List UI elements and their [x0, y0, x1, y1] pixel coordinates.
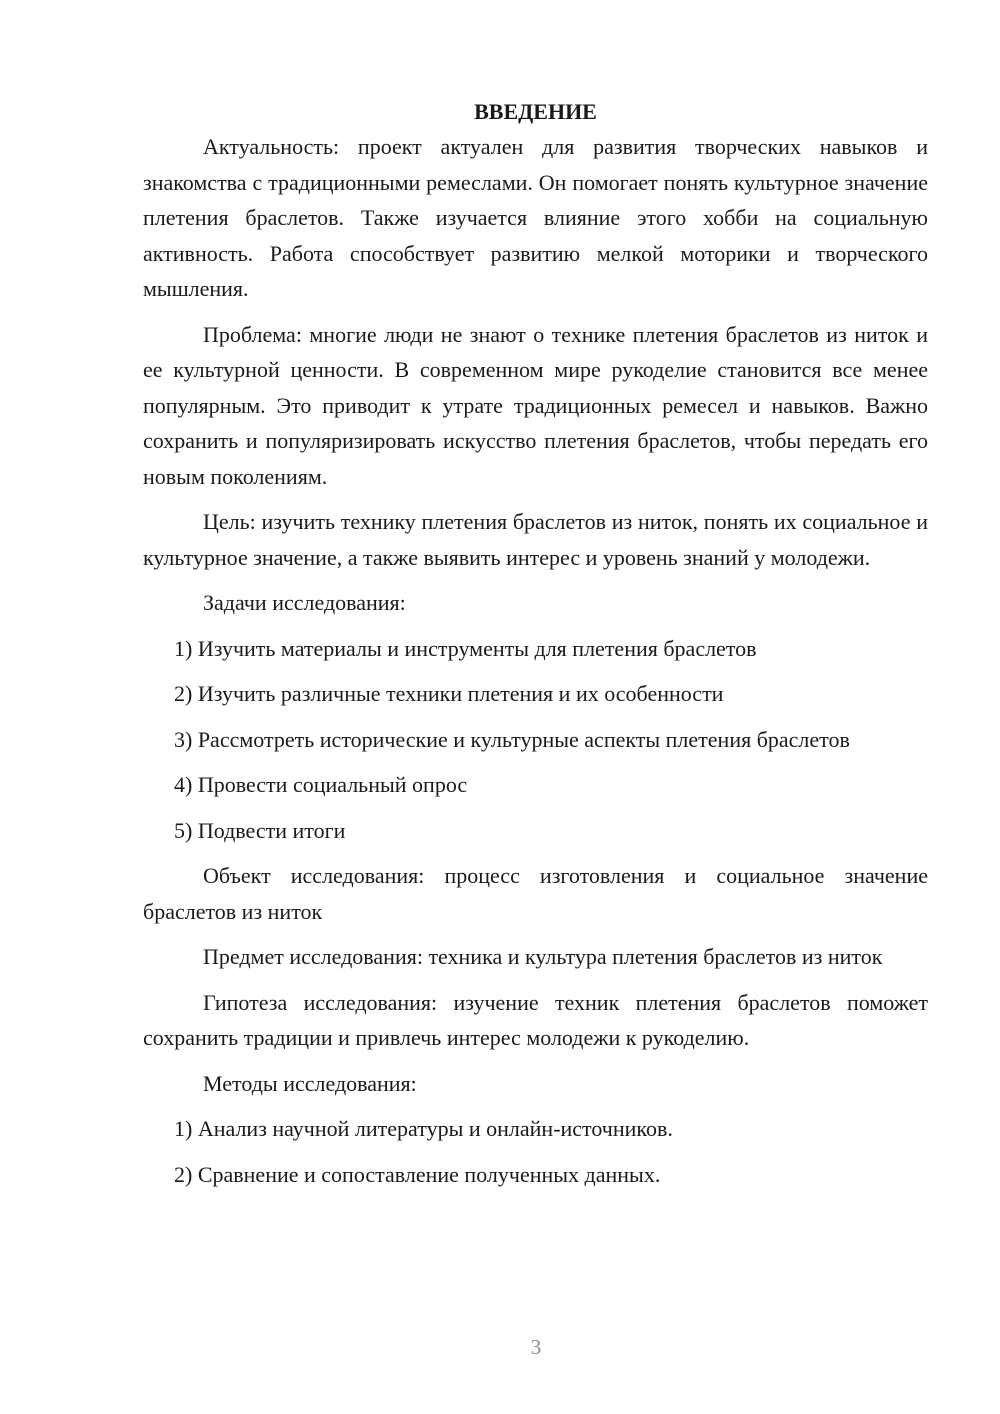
- method-item: 1) Анализ научной литературы и онлайн-источников.: [174, 1116, 673, 1141]
- task-item: 3) Рассмотреть исторические и культурные аспекты плетения браслетов: [174, 726, 850, 752]
- task-item: 4) Провести социальный опрос: [174, 772, 468, 797]
- page-number: 3: [530, 1335, 542, 1359]
- hypothesis-paragraph: Гипотеза исследования: изучение техник плетения браслетов поможет сохранить традиции и привлечь интерес молодежи к рукоделию.: [143, 989, 928, 1050]
- task-item: 5) Подвести итоги: [174, 817, 346, 843]
- task-item: 2) Изучить различные техники плетения и их особенности: [174, 681, 724, 706]
- goal-paragraph: Цель: изучить технику плетения браслетов из ниток, понять их социальное и культурное значение, а также выявить интерес и уровень знаний у молодежи.: [143, 509, 928, 570]
- problem-paragraph: Проблема: многие люди не знают о технике плетения браслетов из ниток и ее культурной ценности. В современном мире рукоделие становится все менее популярным. Это приводит к утрате традиционных ремесел и навыков. Важно сохранить и популяризировать искусство плетения браслетов, чтобы передать его новым поколениям.: [143, 321, 928, 489]
- page-content: [143, 94, 928, 1202]
- method-item: 2) Сравнение и сопоставление полученных данных.: [174, 1161, 661, 1187]
- subject-paragraph: Предмет исследования: техника и культура плетения браслетов из ниток: [203, 944, 883, 969]
- task-item: 1) Изучить материалы и инструменты для плетения браслетов: [174, 635, 757, 661]
- tasks-heading: Задачи исследования:: [203, 590, 406, 615]
- methods-heading: Методы исследования:: [203, 1070, 417, 1096]
- object-paragraph: Объект исследования: процесс изготовления и социальное значение браслетов из ниток: [143, 863, 928, 924]
- page-title: ВВЕДЕНИЕ: [474, 99, 597, 124]
- relevance-paragraph: Актуальность: проект актуален для развития творческих навыков и знакомства с традиционными ремеслами. Он помогает понять культурное значение плетения браслетов. Также изучается влияние этого хобби на социальную активность. Работа способствует развитию мелкой моторики и творческого мышления.: [143, 134, 928, 301]
